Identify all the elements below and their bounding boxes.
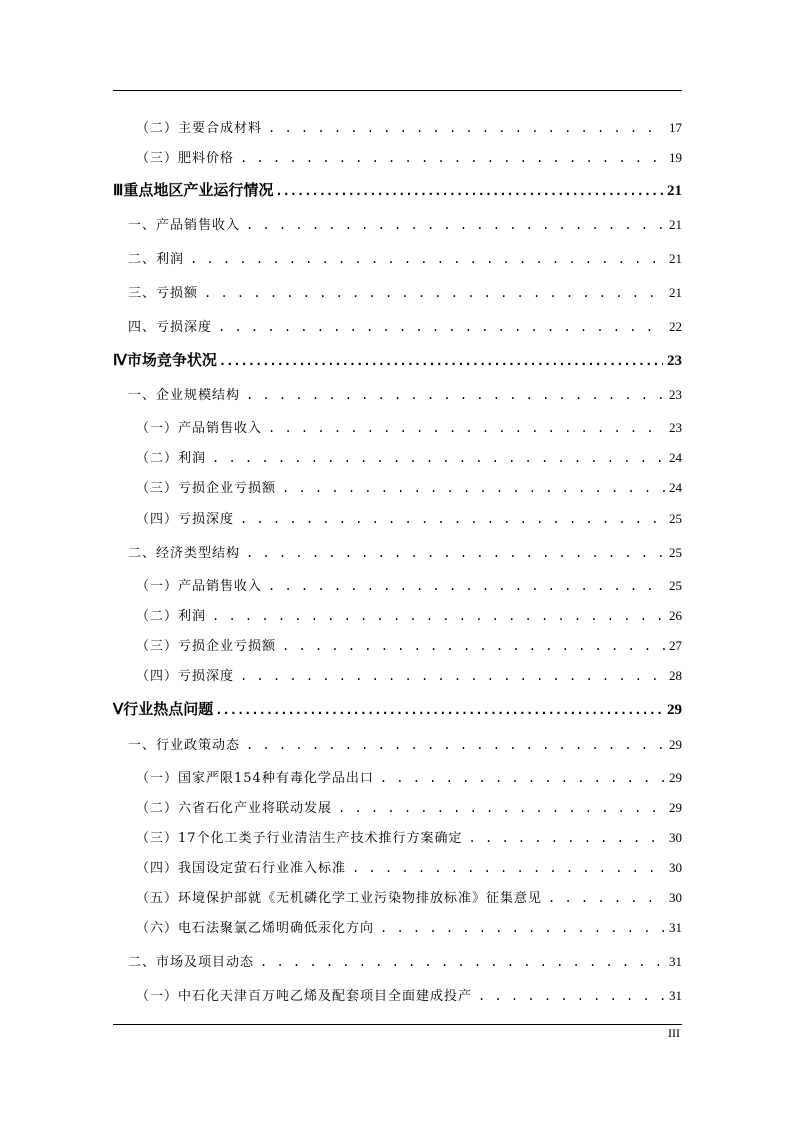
toc-entry-title: （三）亏损企业亏损额 xyxy=(136,639,277,654)
toc-page-number: 29 xyxy=(669,800,682,815)
toc-page-number: 25 xyxy=(669,511,682,526)
toc-entry-title: （一）产品销售收入 xyxy=(136,421,263,436)
toc-page-number: 29 xyxy=(669,737,682,752)
toc-entry-title: （一）中石化天津百万吨乙烯及配套项目全面建成投产 xyxy=(136,989,473,1004)
dot-leader xyxy=(268,121,665,135)
toc-page-number: 27 xyxy=(669,638,682,653)
toc-page-number: 30 xyxy=(669,830,682,845)
toc-page-number: 31 xyxy=(669,988,682,1003)
toc-entry-title: 二、经济类型结构 xyxy=(128,546,241,561)
toc-entry[interactable] xyxy=(128,734,682,753)
toc-entry[interactable] xyxy=(128,214,682,233)
toc-entry-title: （四）我国设定萤石行业准入标准 xyxy=(136,861,347,876)
dot-leader xyxy=(190,252,665,266)
toc-entry[interactable] xyxy=(128,282,682,301)
chapter-number: Ⅲ xyxy=(113,183,124,199)
toc-entry-title: 行业热点问题 xyxy=(123,700,214,718)
toc-page-number: 25 xyxy=(669,578,682,593)
toc-entry[interactable] xyxy=(136,827,682,846)
toc-entry-title: 重点地区产业运行情况 xyxy=(123,181,274,199)
toc-entry-title: 三、亏损额 xyxy=(128,286,199,301)
toc-chapter-entry[interactable] xyxy=(113,349,682,370)
toc-entry-title: （二）利润 xyxy=(136,609,207,624)
dot-leader xyxy=(246,546,665,560)
toc-page-number: 23 xyxy=(669,420,682,435)
dot-leader xyxy=(469,831,665,845)
toc-entry-title: 四、亏损深度 xyxy=(128,320,213,335)
toc-entry-title: 二、利润 xyxy=(128,252,185,267)
toc-page-number: 30 xyxy=(669,890,682,905)
toc-entry-title: （一）国家严限154种有毒化学品出口 xyxy=(136,771,374,786)
toc-page-number: 23 xyxy=(669,387,682,402)
toc-entry[interactable] xyxy=(128,384,682,403)
toc-entry[interactable] xyxy=(136,635,682,654)
toc-entry-title: 二、市场及项目动态 xyxy=(128,955,255,970)
dot-leader xyxy=(338,801,665,815)
toc-page-number: 21 xyxy=(669,217,682,232)
dot-leader xyxy=(246,218,665,232)
toc-entry-title: （六）电石法聚氯乙烯明确低汞化方向 xyxy=(136,921,375,936)
chapter-number: Ⅳ xyxy=(113,353,127,369)
toc-page-number: 23 xyxy=(667,353,682,369)
toc-entry[interactable] xyxy=(136,985,682,1004)
dot-leader xyxy=(218,320,665,334)
toc-entry[interactable] xyxy=(128,316,682,335)
dot-leader xyxy=(268,421,665,435)
dot-leader xyxy=(246,388,665,402)
dot-leader xyxy=(219,354,663,368)
dot-leader xyxy=(478,989,665,1003)
dot-leader xyxy=(240,151,665,165)
dot-leader xyxy=(204,286,665,300)
toc-page-number: 21 xyxy=(667,183,682,199)
toc-page-number: 29 xyxy=(667,702,682,718)
toc-chapter-entry[interactable] xyxy=(113,179,682,200)
dot-leader xyxy=(352,861,665,875)
toc-page-number: 28 xyxy=(669,668,682,683)
toc-page-number: 31 xyxy=(669,954,682,969)
toc-entry[interactable] xyxy=(128,542,682,561)
dot-leader xyxy=(282,639,665,653)
toc-entry[interactable] xyxy=(136,117,682,136)
toc-entry-title: 一、企业规模结构 xyxy=(128,388,241,403)
toc-entry[interactable] xyxy=(136,417,682,436)
toc-page-number: 24 xyxy=(669,450,682,465)
toc-entry[interactable] xyxy=(136,147,682,166)
toc-entry-title: （三）肥料价格 xyxy=(136,151,235,166)
toc-page-number: 22 xyxy=(669,319,682,334)
toc-entry[interactable] xyxy=(136,887,682,906)
toc-entry-title: （四）亏损深度 xyxy=(136,669,235,684)
dot-leader xyxy=(260,955,665,969)
toc-entry[interactable] xyxy=(136,477,682,496)
toc-page-number: 29 xyxy=(669,770,682,785)
footer-page-number: III xyxy=(668,1026,680,1040)
toc-entry[interactable] xyxy=(136,575,682,594)
toc-page-number: 31 xyxy=(669,920,682,935)
toc-entry-title: 市场竞争状况 xyxy=(126,351,217,369)
dot-leader xyxy=(380,921,665,935)
footer-rule xyxy=(113,1024,682,1025)
toc-entry[interactable] xyxy=(136,857,682,876)
toc-page-number: 21 xyxy=(669,251,682,266)
toc-entry[interactable] xyxy=(128,248,682,267)
toc-entry[interactable] xyxy=(136,447,682,466)
toc-page-number: 21 xyxy=(669,285,682,300)
toc-entry-title: （一）产品销售收入 xyxy=(136,579,263,594)
toc-entry-title: 一、产品销售收入 xyxy=(128,218,241,233)
toc-page-number: 19 xyxy=(669,150,682,165)
toc-entry[interactable] xyxy=(136,508,682,527)
header-rule xyxy=(113,90,682,91)
toc-entry[interactable] xyxy=(136,665,682,684)
toc-entry[interactable] xyxy=(136,767,682,786)
dot-leader xyxy=(240,512,665,526)
dot-leader xyxy=(548,891,665,905)
dot-leader xyxy=(268,579,665,593)
toc-entry-title: 一、行业政策动态 xyxy=(128,738,241,753)
toc-page-number: 25 xyxy=(669,545,682,560)
dot-leader xyxy=(215,703,663,717)
toc-chapter-entry[interactable] xyxy=(113,698,682,719)
dot-leader xyxy=(212,609,665,623)
toc-page-number: 26 xyxy=(669,608,682,623)
dot-leader xyxy=(240,669,665,683)
toc-entry[interactable] xyxy=(136,797,682,816)
dot-leader xyxy=(246,738,665,752)
toc-entry-title: （三）17个化工类子行业清洁生产技术推行方案确定 xyxy=(136,831,463,846)
toc-page-number: 24 xyxy=(669,480,682,495)
toc-entry-title: （三）亏损企业亏损额 xyxy=(136,481,277,496)
dot-leader xyxy=(212,451,665,465)
chapter-number: Ⅴ xyxy=(113,702,124,718)
toc-entry-title: （二）六省石化产业将联动发展 xyxy=(136,801,333,816)
toc-entry-title: （二）主要合成材料 xyxy=(136,121,263,136)
dot-leader xyxy=(380,771,665,785)
toc-entry-title: （四）亏损深度 xyxy=(136,512,235,527)
toc-page-number: 17 xyxy=(669,120,682,135)
toc-entry-title: （二）利润 xyxy=(136,451,207,466)
toc-entry[interactable] xyxy=(136,605,682,624)
toc-entry[interactable] xyxy=(128,951,682,970)
dot-leader xyxy=(275,184,663,198)
dot-leader xyxy=(282,481,665,495)
toc-page-number: 30 xyxy=(669,860,682,875)
toc-entry-title: （五）环境保护部就《无机磷化学工业污染物排放标准》征集意见 xyxy=(136,891,543,906)
toc-entry[interactable] xyxy=(136,917,682,936)
